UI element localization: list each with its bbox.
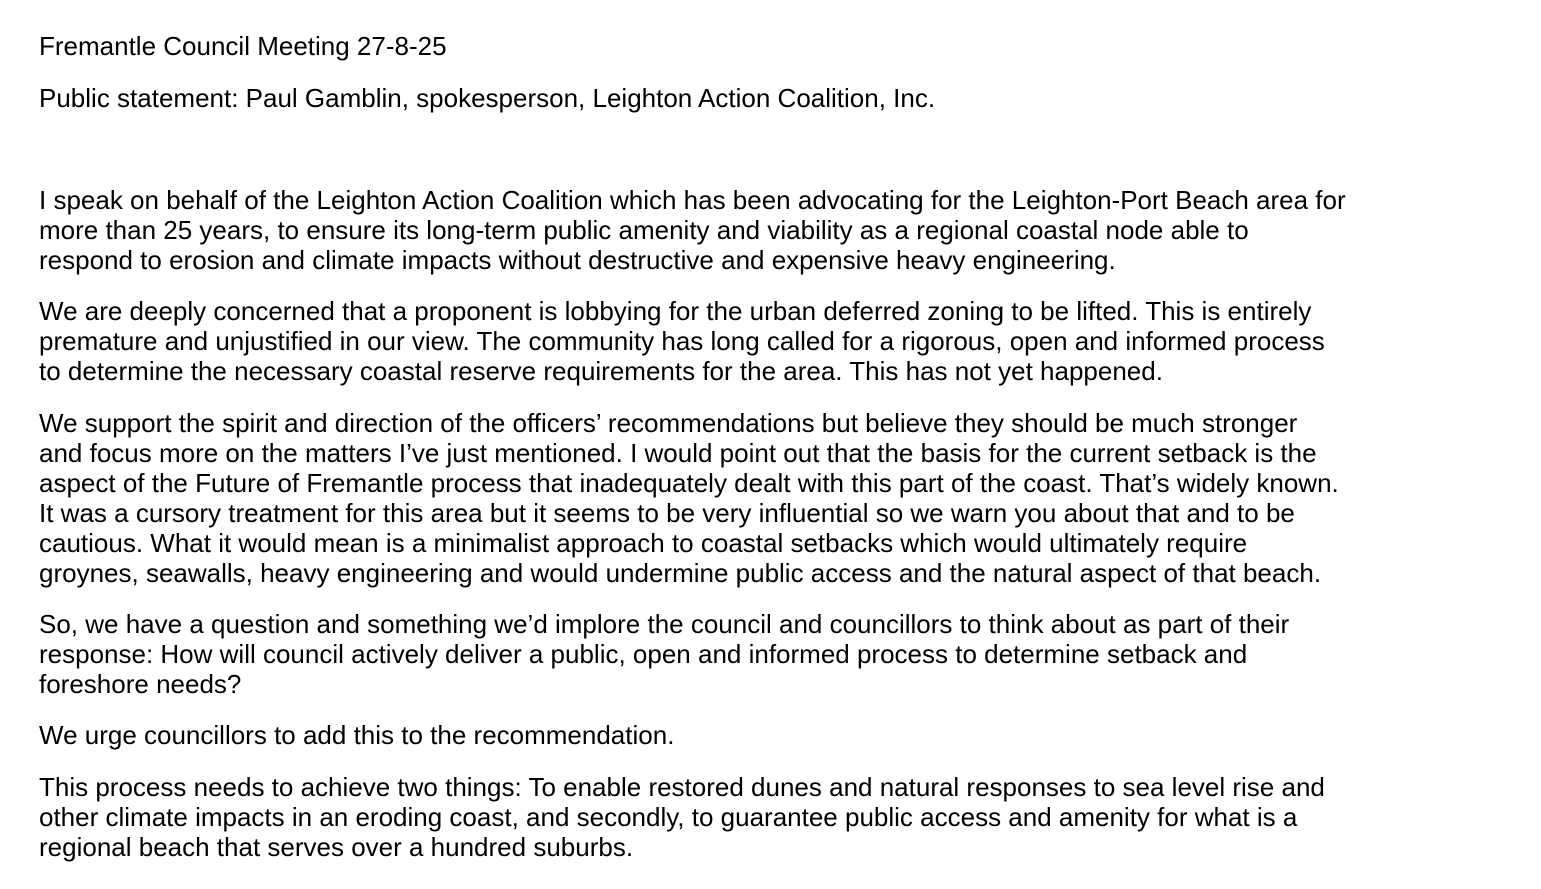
paragraph-intro — [39, 185, 1346, 275]
paragraph-line: aspect of the Future of Fremantle process that inadequately dealt with this part of the coast. That’s widely known. — [39, 468, 1339, 498]
paragraph-line: other climate impacts in an eroding coast, and secondly, to guarantee public access and amenity for what is a — [39, 802, 1298, 832]
paragraph-line: We are deeply concerned that a proponent is lobbying for the urban deferred zoning to be lifted. This is entirely — [39, 296, 1312, 326]
paragraph-line: regional beach that serves over a hundred suburbs. — [39, 832, 634, 862]
paragraph-line: So, we have a question and something we’d implore the council and councillors to think about as part of their — [39, 609, 1290, 639]
document-title: Fremantle Council Meeting 27-8-25 — [39, 31, 447, 61]
paragraph-line: to determine the necessary coastal reserve requirements for the area. This has not yet happened. — [39, 356, 1163, 386]
paragraph-line: I speak on behalf of the Leighton Action Coalition which has been advocating for the Leighton-Port Beach area for — [39, 185, 1346, 215]
paragraph-line: cautious. What it would mean is a minimalist approach to coastal setbacks which would ultimately require — [39, 528, 1248, 558]
paragraph-line: It was a cursory treatment for this area but it seems to be very influential so we warn you about that and to be — [39, 498, 1295, 528]
paragraph-line: This process needs to achieve two things: To enable restored dunes and natural responses to sea level rise and — [39, 772, 1325, 802]
paragraph-line: premature and unjustified in our view. The community has long called for a rigorous, open and informed process — [39, 326, 1325, 356]
paragraph-concern — [39, 296, 1325, 386]
paragraph-line: foreshore needs? — [39, 669, 242, 699]
paragraph-line: We urge councillors to add this to the recommendation. — [39, 720, 675, 750]
paragraph-question — [39, 609, 1289, 699]
document-subtitle: Public statement: Paul Gamblin, spokesperson, Leighton Action Coalition, Inc. — [39, 83, 936, 113]
paragraph-line: respond to erosion and climate impacts without destructive and expensive heavy engineering. — [39, 245, 1116, 275]
paragraph-urge — [39, 720, 674, 750]
paragraph-line: groynes, seawalls, heavy engineering and would undermine public access and the natural aspect of that beach. — [39, 558, 1322, 588]
paragraph-line: and focus more on the matters I’ve just mentioned. I would point out that the basis for the current setback is the — [39, 438, 1317, 468]
paragraph-line: more than 25 years, to ensure its long-term public amenity and viability as a regional coastal node able to — [39, 215, 1249, 245]
paragraph-support — [39, 408, 1339, 588]
paragraph-line: We support the spirit and direction of the officers’ recommendations but believe they should be much stronger — [39, 408, 1298, 438]
paragraph-line: response: How will council actively deliver a public, open and informed process to determine setback and — [39, 639, 1248, 669]
paragraph-process — [39, 772, 1325, 862]
